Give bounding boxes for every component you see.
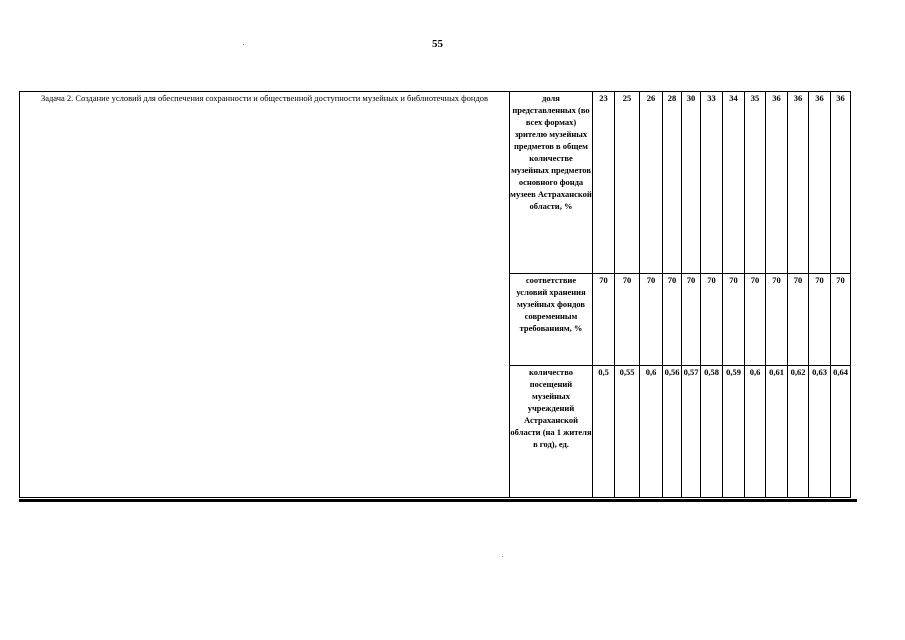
- value-cell: 0,6: [640, 366, 663, 498]
- value-cell: 0,6: [745, 366, 766, 498]
- value-cell: 36: [788, 92, 809, 274]
- value-cell: 25: [615, 92, 640, 274]
- value-cell: 70: [766, 274, 788, 366]
- value-cell: 0,59: [723, 366, 745, 498]
- value-cell: 33: [701, 92, 723, 274]
- value-cell: 0,56: [663, 366, 682, 498]
- value-cell: 34: [723, 92, 745, 274]
- value-cell: 70: [831, 274, 851, 366]
- page-number: 55: [432, 38, 443, 50]
- value-cell: 70: [593, 274, 615, 366]
- value-cell: 36: [809, 92, 831, 274]
- value-cell: 26: [640, 92, 663, 274]
- value-cell: 70: [723, 274, 745, 366]
- task-label: Задача 2. Создание условий для обеспечения сохранности и общественной доступности музейных и библиотечных фондов: [40, 93, 489, 103]
- value-cell: 70: [745, 274, 766, 366]
- value-cell: 70: [809, 274, 831, 366]
- value-cell: 0,58: [701, 366, 723, 498]
- value-cell: 70: [701, 274, 723, 366]
- value-cell: 70: [640, 274, 663, 366]
- indicator-cell: [510, 92, 593, 274]
- value-cell: 70: [682, 274, 701, 366]
- value-cell: 70: [663, 274, 682, 366]
- indicator-cell: [510, 274, 593, 366]
- indicator-label: соответствие условий хранения музейных фондов современным требованиям, %: [516, 275, 586, 333]
- value-cell: 0,63: [809, 366, 831, 498]
- value-cell: 0,64: [831, 366, 851, 498]
- value-cell: 0,61: [766, 366, 788, 498]
- value-cell: 0,57: [682, 366, 701, 498]
- value-cell: 28: [663, 92, 682, 274]
- value-cell: 0,62: [788, 366, 809, 498]
- value-cell: 30: [682, 92, 701, 274]
- value-cell: 0,55: [615, 366, 640, 498]
- value-cell: 36: [766, 92, 788, 274]
- page-cut-line: [19, 499, 857, 502]
- value-cell: 0,5: [593, 366, 615, 498]
- indicator-label: количество посещений музейных учреждений Астраханской области (на 1 жителя в год), ед.: [510, 367, 592, 449]
- table-row: [20, 92, 851, 274]
- value-cell: 35: [745, 92, 766, 274]
- value-cell: 36: [831, 92, 851, 274]
- scan-speck: [502, 556, 503, 557]
- indicator-label: доля представленных (во всех формах) зрителю музейных предметов в общем количестве музейных предметов основного фонда музеев Астраханской области, %: [510, 93, 592, 211]
- value-cell: 70: [615, 274, 640, 366]
- indicator-cell: [510, 366, 593, 498]
- value-cell: 70: [788, 274, 809, 366]
- value-cell: 23: [593, 92, 615, 274]
- task-cell: [20, 92, 510, 498]
- scan-speck: [243, 44, 244, 45]
- indicators-table: [19, 91, 851, 498]
